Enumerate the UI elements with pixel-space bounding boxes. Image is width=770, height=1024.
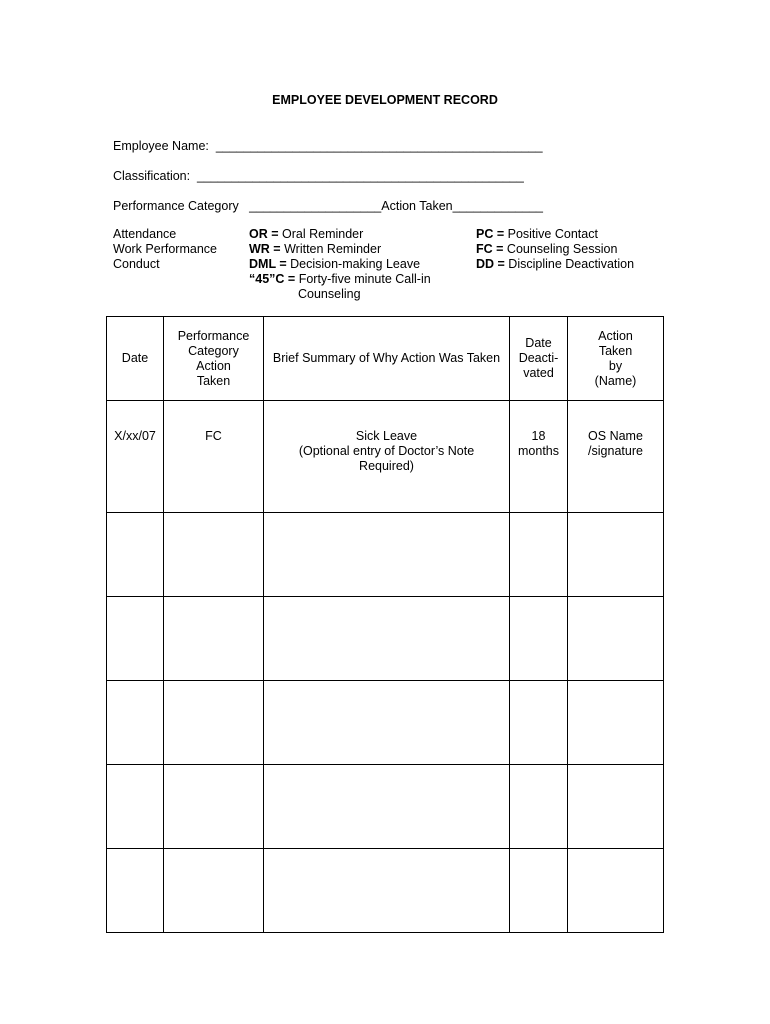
cell-date-deactivated[interactable] bbox=[510, 765, 568, 849]
cell-action-taken-by[interactable] bbox=[568, 849, 664, 933]
header-action-taken-by: Action Taken by (Name) bbox=[568, 317, 664, 401]
table-row bbox=[107, 849, 664, 933]
cell-category[interactable] bbox=[164, 513, 264, 597]
category-legend bbox=[113, 227, 217, 272]
cell-date[interactable] bbox=[107, 849, 164, 933]
cell-date-deactivated[interactable] bbox=[510, 513, 568, 597]
table-row bbox=[107, 513, 664, 597]
action-dd: DD = Discipline Deactivation bbox=[476, 257, 635, 271]
cell-category[interactable] bbox=[164, 765, 264, 849]
cell-date[interactable] bbox=[107, 765, 164, 849]
cell-action-taken-by[interactable] bbox=[568, 597, 664, 681]
action-dml: DML = Decision-making Leave bbox=[249, 257, 421, 271]
header-category: Performance Category Action Taken bbox=[164, 317, 264, 401]
cell-category[interactable] bbox=[164, 849, 264, 933]
cell-date-deactivated[interactable] bbox=[510, 849, 568, 933]
category-work-performance: Work Performance bbox=[113, 242, 217, 256]
action-wr: WR = Written Reminder bbox=[249, 242, 382, 256]
employee-name-field[interactable]: Employee Name: _______________________________________________ bbox=[113, 139, 543, 153]
cell-action-taken-by[interactable] bbox=[568, 513, 664, 597]
cell-summary[interactable] bbox=[264, 597, 510, 681]
action-legend-right bbox=[476, 227, 634, 272]
cell-summary[interactable]: Sick Leave (Optional entry of Doctor’s Note Required) bbox=[264, 401, 510, 513]
category-attendance: Attendance bbox=[113, 227, 177, 241]
document-title: EMPLOYEE DEVELOPMENT RECORD bbox=[272, 93, 498, 107]
table-header-row bbox=[107, 317, 664, 401]
classification-field[interactable]: Classification: _______________________________________________ bbox=[113, 169, 524, 183]
action-45c-cont: Counseling bbox=[298, 287, 361, 301]
cell-date[interactable]: X/xx/07 bbox=[107, 401, 164, 513]
action-legend-left bbox=[249, 227, 431, 302]
action-45c: “45”C = Forty-five minute Call-in bbox=[249, 272, 431, 286]
action-pc: PC = Positive Contact bbox=[476, 227, 598, 241]
cell-action-taken-by[interactable]: OS Name /signature bbox=[568, 401, 664, 513]
table-row bbox=[107, 597, 664, 681]
cell-category[interactable] bbox=[164, 597, 264, 681]
header-date: Date bbox=[107, 317, 164, 401]
cell-action-taken-by[interactable] bbox=[568, 681, 664, 765]
cell-category[interactable]: FC bbox=[164, 401, 264, 513]
cell-action-taken-by[interactable] bbox=[568, 765, 664, 849]
table-row bbox=[107, 681, 664, 765]
table-row bbox=[107, 401, 664, 513]
action-fc: FC = Counseling Session bbox=[476, 242, 618, 256]
cell-date[interactable] bbox=[107, 681, 164, 765]
cell-date-deactivated[interactable] bbox=[510, 681, 568, 765]
cell-summary[interactable] bbox=[264, 681, 510, 765]
cell-date[interactable] bbox=[107, 597, 164, 681]
cell-summary[interactable] bbox=[264, 765, 510, 849]
performance-category-field[interactable]: Performance Category ___________________Action Taken_____________ bbox=[113, 199, 543, 213]
category-conduct: Conduct bbox=[113, 257, 160, 271]
header-summary: Brief Summary of Why Action Was Taken bbox=[264, 317, 510, 401]
cell-summary[interactable] bbox=[264, 849, 510, 933]
record-table bbox=[106, 316, 664, 933]
header-date-deactivated: Date Deacti- vated bbox=[510, 317, 568, 401]
cell-date[interactable] bbox=[107, 513, 164, 597]
action-or: OR = Oral Reminder bbox=[249, 227, 364, 241]
cell-category[interactable] bbox=[164, 681, 264, 765]
cell-summary[interactable] bbox=[264, 513, 510, 597]
cell-date-deactivated[interactable]: 18 months bbox=[510, 401, 568, 513]
table-row bbox=[107, 765, 664, 849]
cell-date-deactivated[interactable] bbox=[510, 597, 568, 681]
